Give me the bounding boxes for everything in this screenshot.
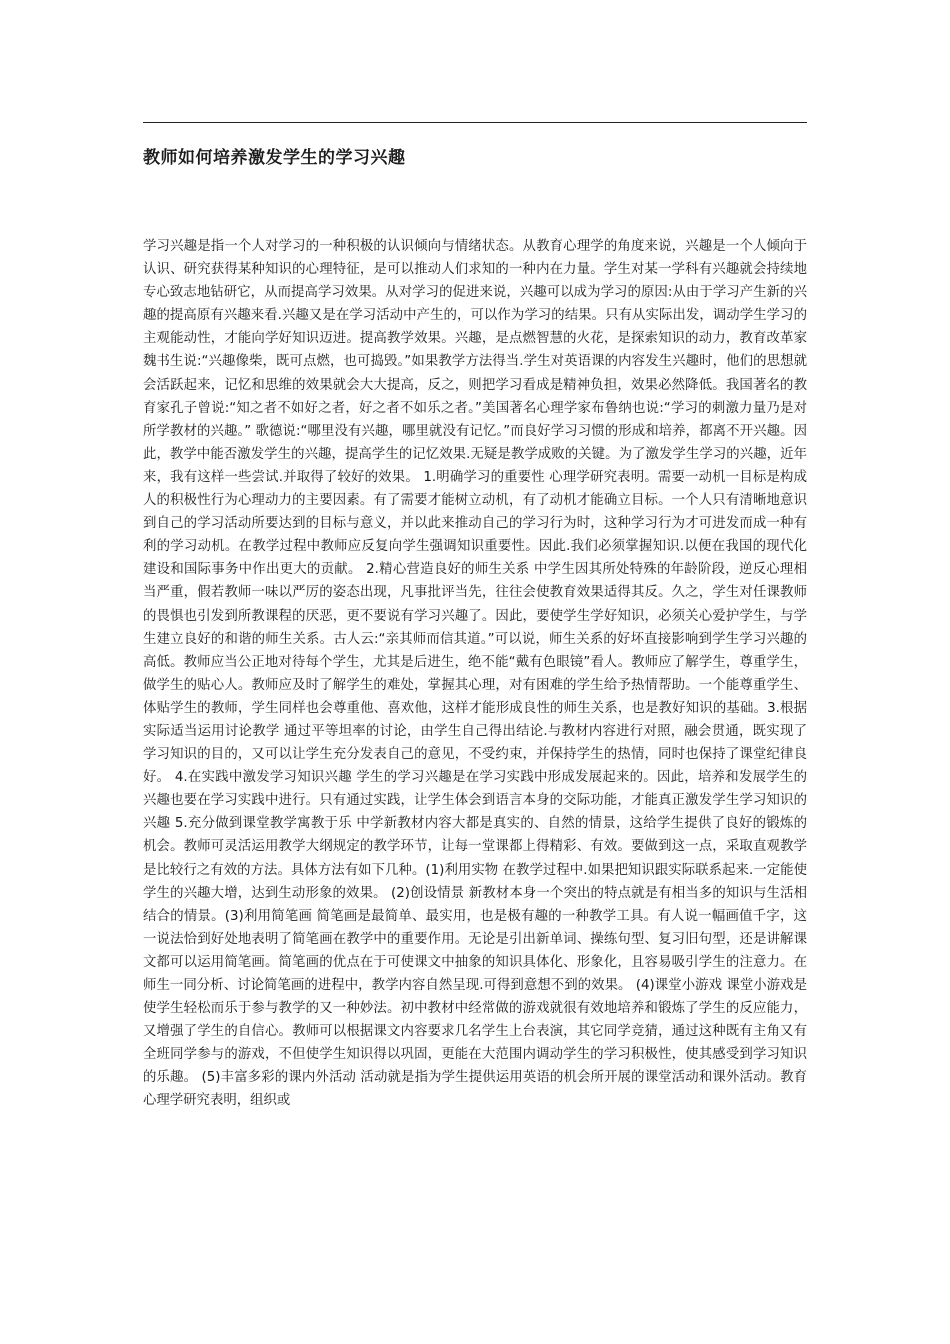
header-rule (143, 122, 807, 123)
body-paragraph: 学习兴趣是指一个人对学习的一种积极的认识倾向与情绪状态。从教育心理学的角度来说，兴趣是一个人倾向于认识、研究获得某种知识的心理特征，是可以推动人们求知的一种内在力量。学生对某一学科有兴趣就会持续地专心致志地钻研它，从而提高学习效果。从对学习的促进来说，兴趣可以成为学习的原因:从由于学习产生新的兴趣的提高原有兴趣来看.兴趣又是在学习活动中产生的，可以作为学习的结果。只有从实际出发，调动学生学习的主观能动性，才能向学好知识迈进。提高教学效果。兴趣，是点燃智慧的火花，是探索知识的动力，教育改革家魏书生说:“兴趣像柴，既可点燃，也可捣毁。”如果教学方法得当.学生对英语课的内容发生兴趣时，他们的思想就会活跃起来，记忆和思维的效果就会大大提高，反之，则把学习看成是精神负担，效果必然降低。我国著名的教育家孔子曾说:“知之者不如好之者，好之者不如乐之者。”美国著名心理学家布鲁纳也说:“学习的刺激力量乃是对所学教材的兴趣。” 歌德说:“哪里没有兴趣，哪里就没有记忆。”而良好学习习惯的形成和培养，都离不开兴趣。因此，教学中能否激发学生的兴趣，提高学生的记忆效果.无疑是教学成败的关键。为了激发学生学习的兴趣，近年来，我有这样一些尝试.并取得了较好的效果。 1.明确学习的重要性 心理学研究表明。需要一动机一目标是构成人的积极性行为心理动力的主要因素。有了需要才能树立动机，有了动机才能确立目标。一个人只有清晰地意识到自己的学习活动所要达到的目标与意义，并以此来推动自己的学习行为时，这种学习行为才可进发而成一种有利的学习动机。在教学过程中教师应反复向学生强调知识重要性。因此.我们必须掌握知识.以便在我国的现代化建设和国际事务中作出更大的贡献。 2.精心营造良好的师生关系 中学生因其所处特殊的年龄阶段，逆反心理相当严重，假若教师一味以严厉的姿态出现，凡事批评当先，往往会使教育效果适得其反。久之，学生对任课教师的畏惧也引发到所教课程的厌恶，更不要说有学习兴趣了。因此，要使学生学好知识，必须关心爱护学生，与学生建立良好的和谐的师生关系。古人云:“亲其师而信其道。”可以说，师生关系的好坏直接影响到学生学习兴趣的高低。教师应当公正地对待每个学生，尤其是后进生，绝不能“戴有色眼镜”看人。教师应了解学生，尊重学生，做学生的贴心人。教师应及时了解学生的难处，掌握其心理，对有困难的学生给予热情帮助。一个能尊重学生、体贴学生的教师，学生同样也会尊重他、喜欢他，这样才能形成良性的师生关系，也是教好知识的基础。3.根据实际适当运用讨论教学 通过平等坦率的讨论，由学生自己得出结论.与教材内容进行对照，融会贯通，既实现了学习知识的目的，又可以让学生充分发表自己的意见，不受约束，并保持学生的热情，同时也保持了课堂纪律良好。 4.在实践中激发学习知识兴趣 学生的学习兴趣是在学习实践中形成发展起来的。因此，培养和发展学生的兴趣也要在学习实践中进行。只有通过实践，让学生体会到语言本身的交际功能，才能真正激发学生学习知识的兴趣 5.充分做到课堂教学寓教于乐 中学新教材内容大都是真实的、自然的情景，这给学生提供了良好的锻炼的机会。教师可灵活运用教学大纲规定的教学环节，让每一堂课都上得精彩、有效。要做到这一点，采取直观教学是比较行之有效的方法。具体方法有如下几种。(1)利用实物 在教学过程中.如果把知识跟实际联系起来.一定能使学生的兴趣大增，达到生动形象的效果。 (2)创设情景 新教材本身一个突出的特点就是有相当多的知识与生活相结合的情景。(3)利用简笔画 简笔画是最简单、最实用，也是极有趣的一种教学工具。有人说一幅画值千字，这一说法恰到好处地表明了简笔画在教学中的重要作用。无论是引出新单词、操练句型、复习旧句型，还是讲解课文都可以运用简笔画。简笔画的优点在于可使课文中抽象的知识具体化、形象化，且容易吸引学生的注意力。在师生一同分析、讨论简笔画的进程中，教学内容自然呈现.可得到意想不到的效果。 (4)课堂小游戏 课堂小游戏是使学生轻松而乐于参与教学的又一种妙法。初中教材中经常做的游戏就很有效地培养和锻炼了学生的反应能力，又增强了学生的自信心。教师可以根据课文内容要求几名学生上台表演，其它同学竞猜，通过这种既有主角又有全班同学参与的游戏，不但使学生知识得以巩固，更能在大范围内调动学生的学习积极性，使其感受到学习知识的乐趣。 (5)丰富多彩的课内外活动 活动就是指为学生提供运用英语的机会所开展的课堂活动和课外活动。教育心理学研究表明，组织或 (143, 239, 807, 1109)
page-title: 教师如何培养激发学生的学习兴趣 (143, 148, 406, 168)
